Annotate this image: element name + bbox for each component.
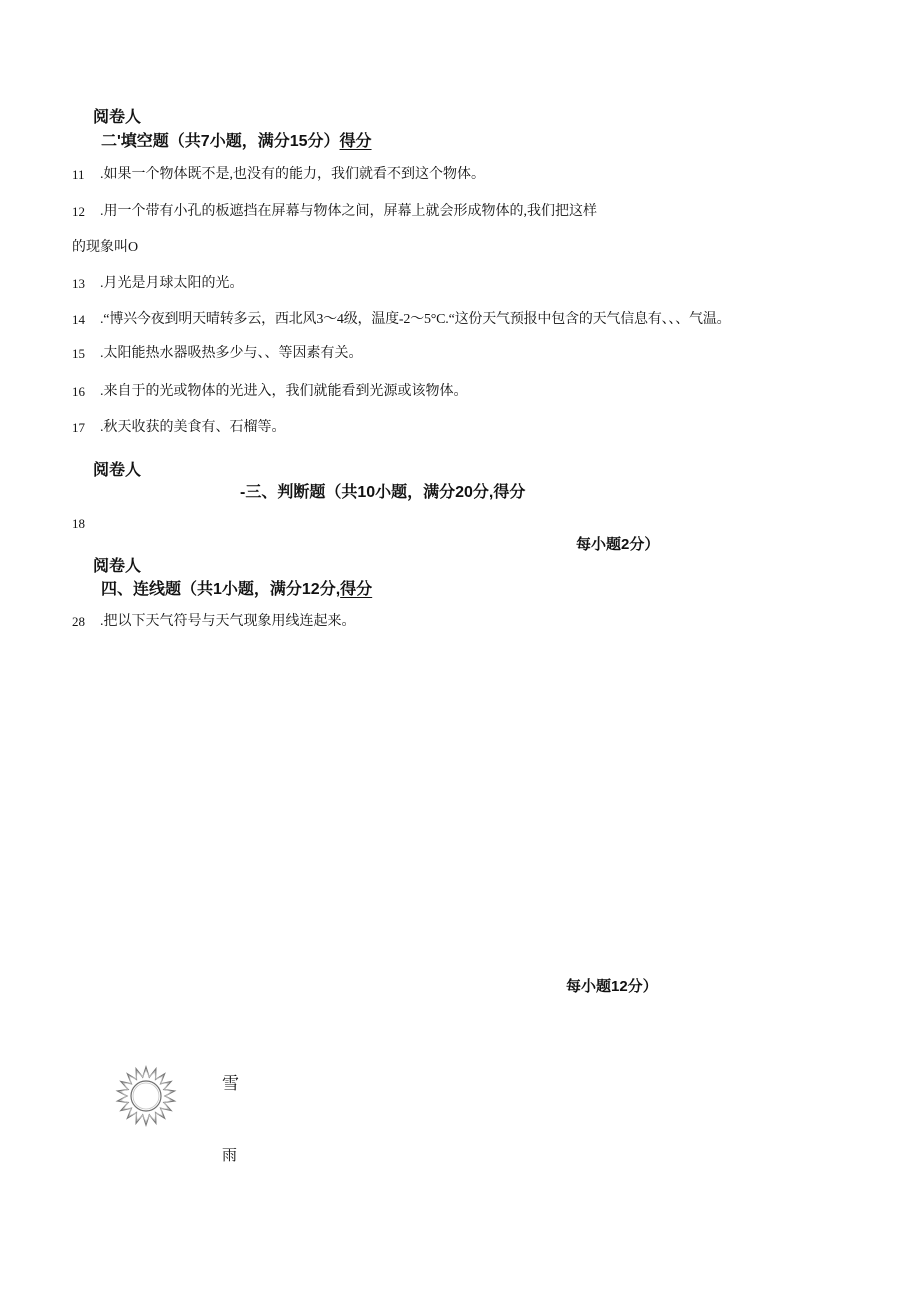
question-number: 28	[72, 614, 85, 629]
question-item	[0, 383, 920, 403]
question-item	[0, 345, 920, 365]
phenomenon-snow[interactable]: 雪	[222, 1074, 239, 1093]
section4-question	[0, 613, 920, 633]
question-item	[0, 166, 920, 186]
question-item	[0, 275, 920, 295]
section4-title	[101, 576, 372, 599]
question-text: .把以下天气符号与天气现象用线连起来。	[100, 614, 356, 629]
question-item	[0, 419, 920, 439]
question-number: 13	[72, 276, 85, 291]
question-text: .如果一个物体既不是,也没有的能力，我们就看不到这个物体。	[100, 167, 485, 182]
question-text: .来自于的光或物体的光进入，我们就能看到光源或该物体。	[100, 384, 468, 399]
question-text: .用一个带有小孔的板遮挡在屏幕与物体之间，屏幕上就会形成物体的,我们把这样	[100, 204, 597, 219]
sun-icon	[115, 1065, 177, 1127]
question-number: 15	[72, 346, 85, 361]
question-item	[0, 203, 920, 223]
section3-title: -三、判断题（共10小题，满分20分,得分	[240, 484, 526, 501]
section2-title-text: 二'填空题（共7小题，满分15分）	[101, 133, 340, 150]
section3-points-note: 每小题2分）	[576, 536, 660, 553]
question-item	[0, 311, 920, 331]
section4-score-label: 得分	[340, 581, 373, 598]
question-text: .月光是月球太阳的光。	[100, 276, 244, 291]
question-text: .太阳能热水器吸热多少与、、等因素有关。	[100, 346, 363, 361]
section4-points-note: 每小题12分）	[566, 978, 658, 995]
section2-grader-label: 阅卷人	[93, 109, 142, 126]
question-number: 14	[72, 312, 85, 327]
question-text: .秋天收获的美食有、石榴等。	[100, 420, 286, 435]
section3-question-number: 18	[72, 516, 85, 531]
section4-grader-label: 阅卷人	[93, 558, 142, 575]
question-number: 16	[72, 384, 85, 399]
question-number: 17	[72, 420, 85, 435]
question-text: 的现象叫O	[72, 240, 139, 255]
section2-title	[101, 128, 372, 151]
question-number: 12	[72, 204, 85, 219]
section2-score-label: 得分	[339, 133, 372, 150]
question-item-continued	[0, 239, 920, 259]
phenomenon-rain[interactable]: 雨	[222, 1148, 238, 1164]
question-text: .“博兴今夜到明天晴转多云，西北风3～4级，温度-2～5°C.“这份天气预报中包含的天气信息有、、、气温。	[100, 312, 731, 327]
section3-grader-label: 阅卷人	[93, 462, 142, 479]
section4-title-text: 四、连线题（共1小题，满分12分,	[101, 581, 341, 598]
question-number: 11	[72, 167, 85, 182]
